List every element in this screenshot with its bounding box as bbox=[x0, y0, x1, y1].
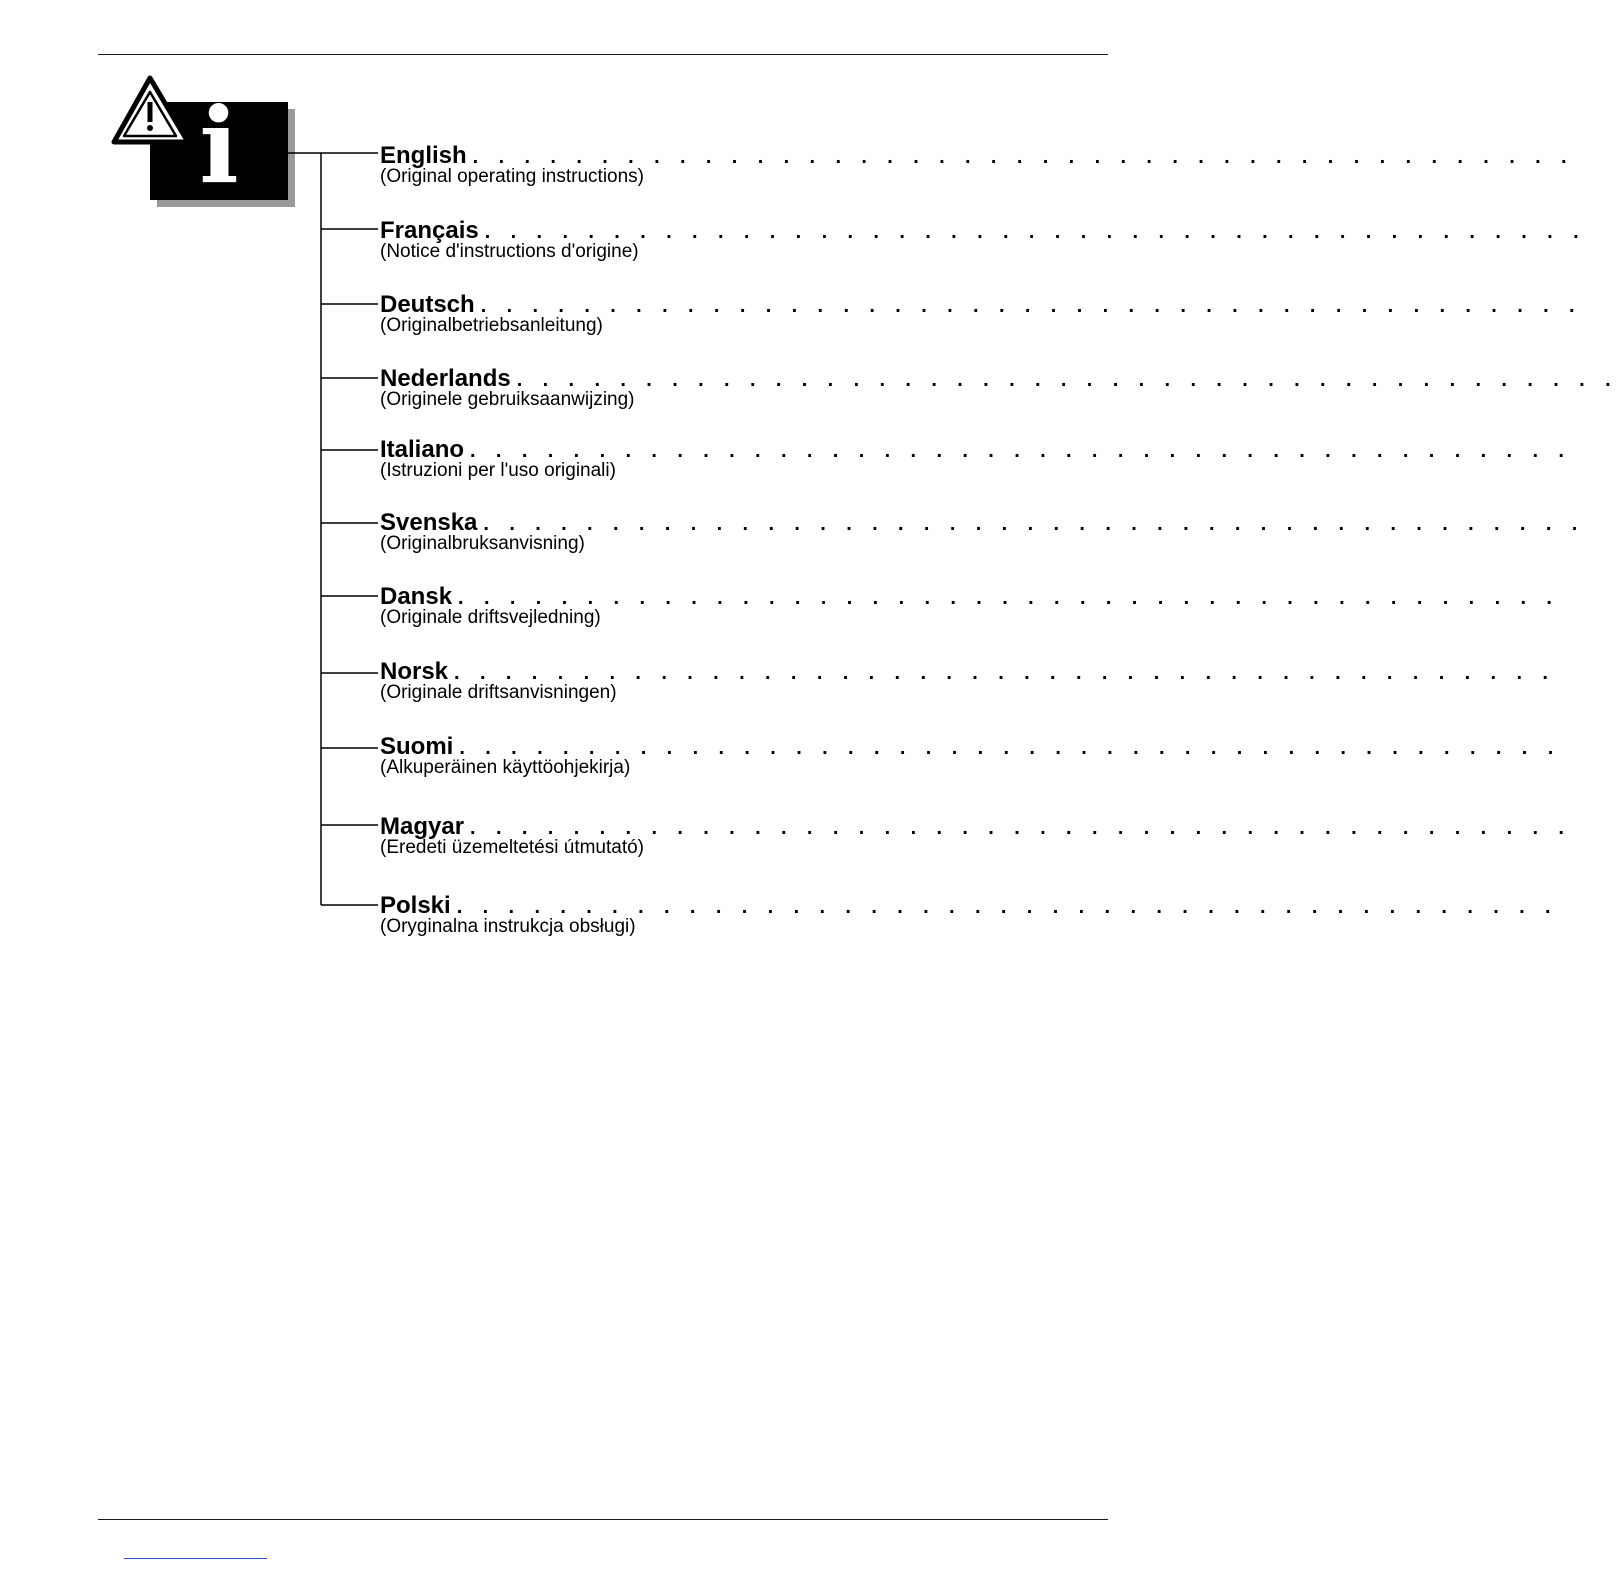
language-title: Nederlands bbox=[380, 365, 511, 392]
info-letter: i bbox=[199, 84, 239, 207]
dot-leader: . . . . . . . . . . . . . . . . . . . . . . . . . . . . . . . . . . . . . . . . . . . bbox=[470, 440, 1572, 462]
language-subtitle: (Alkuperäinen käyttöohjekirja) bbox=[380, 757, 631, 778]
language-entry-polski[interactable] bbox=[380, 891, 1559, 937]
language-entry-svenska[interactable] bbox=[380, 508, 1585, 554]
dot-leader: . . . . . . . . . . . . . . . . . . . . . . . . . . . . . . . . . . . . . . . . . . . bbox=[454, 662, 1556, 684]
header-rule bbox=[98, 54, 1108, 55]
language-title: Norsk bbox=[380, 658, 449, 685]
language-tree-connector bbox=[286, 140, 386, 920]
dot-leader: . . . . . . . . . . . . . . . . . . . . . . . . . . . . . . . . . . . . . . . . . . . bbox=[470, 817, 1572, 839]
language-title: Italiano bbox=[380, 436, 465, 463]
dot-leader: . . . . . . . . . . . . . . . . . . . . . . . . . . . . . . . . . . . . . . . . . . . bbox=[459, 737, 1561, 759]
language-entry-magyar[interactable] bbox=[380, 812, 1572, 858]
language-subtitle: (Oryginalna instrukcja obsługi) bbox=[380, 916, 636, 937]
language-subtitle: (Originalbetriebsanleitung) bbox=[380, 315, 603, 336]
language-title: Magyar bbox=[380, 813, 465, 840]
dot-leader: . . . . . . . . . . . . . . . . . . . . . . . . . . . . . . . . . . . . . . . . . . . bbox=[480, 295, 1583, 317]
language-subtitle: (Eredeti üzemeltetési útmutató) bbox=[380, 837, 645, 858]
language-entry-italiano[interactable] bbox=[380, 435, 1572, 481]
language-entry-francais[interactable] bbox=[380, 216, 1587, 262]
language-subtitle: (Originele gebruiksaanwijzing) bbox=[380, 389, 635, 410]
language-subtitle: (Original operating instructions) bbox=[380, 166, 645, 187]
language-entry-suomi[interactable] bbox=[380, 732, 1561, 778]
language-subtitle: (Originale driftsanvisningen) bbox=[380, 682, 617, 703]
language-title: Svenska bbox=[380, 509, 478, 536]
language-entry-english[interactable] bbox=[380, 141, 1574, 187]
language-entry-nederlands[interactable] bbox=[380, 364, 1618, 410]
language-subtitle: (Originalbruksanvisning) bbox=[380, 533, 585, 554]
dot-leader: . . . . . . . . . . . . . . . . . . . . . . . . . . . . . . . . . . . . . . . . . . . bbox=[458, 587, 1560, 609]
language-entry-dansk[interactable] bbox=[380, 582, 1560, 628]
footer-rule bbox=[98, 1519, 1108, 1520]
language-subtitle: (Notice d'instructions d'origine) bbox=[380, 241, 639, 262]
dot-leader: . . . . . . . . . . . . . . . . . . . . . . . . . . . . . . . . . . . . . . . . . . . bbox=[483, 513, 1585, 535]
dot-leader: . . . . . . . . . . . . . . . . . . . . . . . . . . . . . . . . . . . . . . . . . . . bbox=[456, 896, 1559, 918]
language-title: Français bbox=[380, 217, 479, 244]
language-title: English bbox=[380, 142, 467, 169]
language-entry-norsk[interactable] bbox=[380, 657, 1556, 703]
dot-leader: . . . . . . . . . . . . . . . . . . . . . . . . . . . . . . . . . . . . . . . . . . . bbox=[472, 146, 1574, 168]
dot-leader: . . . . . . . . . . . . . . . . . . . . . . . . . . . . . . . . . . . . . . . . . . . bbox=[484, 221, 1587, 243]
language-subtitle: (Istruzioni per l'uso originali) bbox=[380, 460, 616, 481]
language-title: Polski bbox=[380, 892, 451, 919]
language-title: Deutsch bbox=[380, 291, 475, 318]
dot-leader: . . . . . . . . . . . . . . . . . . . . . . . . . . . . . . . . . . . . . . . . . . . bbox=[516, 369, 1618, 391]
language-title: Suomi bbox=[380, 733, 454, 760]
language-entry-deutsch[interactable] bbox=[380, 290, 1583, 336]
footer-link-underline[interactable] bbox=[124, 1558, 267, 1559]
warning-triangle-icon bbox=[112, 74, 192, 146]
language-subtitle: (Originale driftsvejledning) bbox=[380, 607, 601, 628]
language-title: Dansk bbox=[380, 583, 453, 610]
